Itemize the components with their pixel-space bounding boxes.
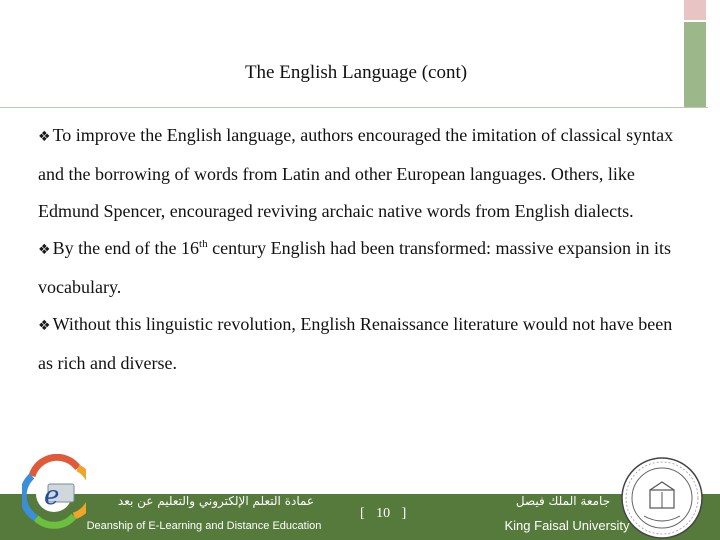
diamond-bullet-icon: ❖ bbox=[38, 242, 51, 258]
page-number-indicator bbox=[360, 506, 430, 522]
diamond-bullet-icon: ❖ bbox=[38, 129, 51, 145]
bullet-item bbox=[38, 117, 674, 230]
decorative-corner-block-pink bbox=[684, 0, 706, 20]
bullet-text: To improve the English language, authors encouraged the imitation of classical syntax and the borrowing of words from Latin and other European languages. Others, like Edmund Spencer, encouraged reviving archaic native words from English dialects. bbox=[38, 125, 674, 221]
slide-title: The English Language (cont) bbox=[244, 62, 468, 83]
bullet-text: century English had been transformed: massive expansion in its vocabulary. bbox=[38, 238, 672, 297]
page-number: 10 bbox=[376, 506, 391, 521]
university-name-arabic: جامعة الملك فيصل bbox=[515, 494, 611, 508]
bullet-item bbox=[38, 306, 674, 382]
diamond-bullet-icon: ❖ bbox=[38, 318, 51, 334]
title-divider bbox=[0, 107, 708, 108]
page-bracket-close: ] bbox=[401, 506, 407, 521]
university-name-english: King Faisal University bbox=[504, 518, 630, 533]
deanship-name-english: Deanship of E-Learning and Distance Education bbox=[86, 520, 322, 532]
slide-body bbox=[38, 117, 674, 382]
page-bracket-open: [ bbox=[360, 506, 365, 521]
deanship-name-arabic: عمادة التعلم الإلكتروني والتعليم عن بعد bbox=[117, 494, 315, 508]
university-seal-icon bbox=[620, 456, 704, 540]
bullet-text: By the end of the 16 bbox=[52, 238, 200, 258]
svg-text:e: e bbox=[44, 481, 60, 511]
bullet-text: Without this linguistic revolution, English Renaissance literature would not have been as rich and diverse. bbox=[38, 314, 673, 373]
bullet-item bbox=[38, 230, 674, 306]
superscript: th bbox=[199, 238, 208, 250]
